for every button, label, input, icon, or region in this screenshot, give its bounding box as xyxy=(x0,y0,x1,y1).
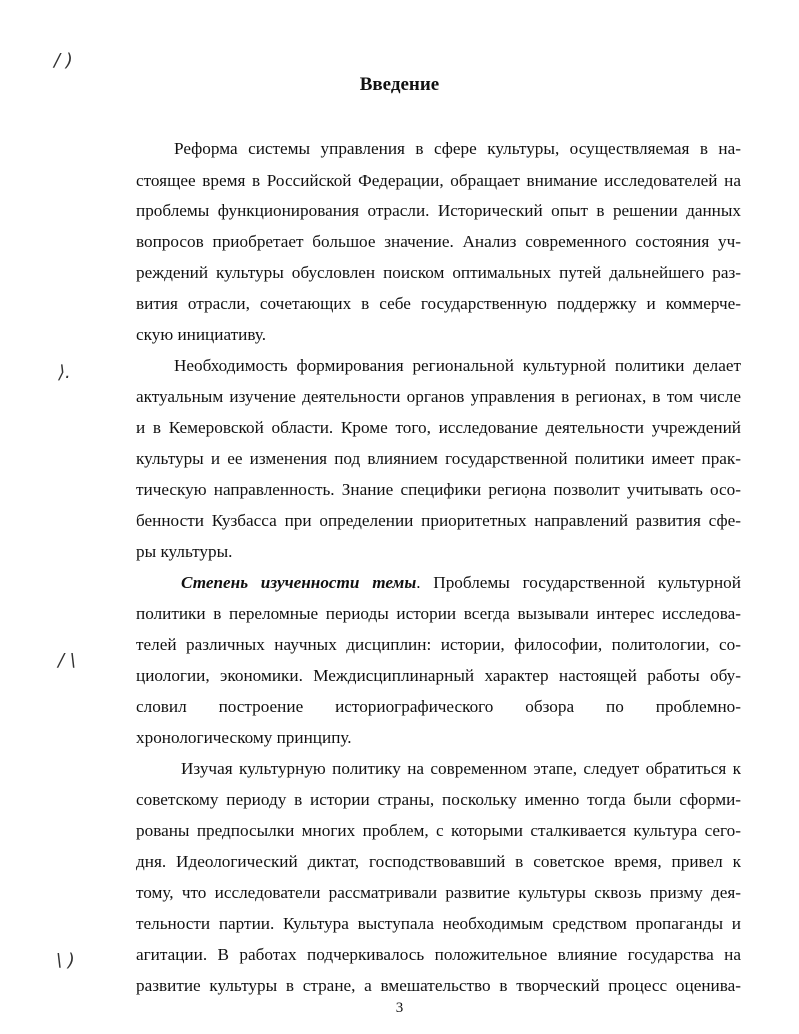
paragraph-1-line-5: реждений культуры обусловлен поиском оптимальных путей дальнейшего раз- xyxy=(136,263,741,282)
paragraph-1-line-2: стоящее время в Российской Федерации, обращает внимание исследователей на xyxy=(136,171,741,190)
paragraph-4-line-7: агитации. В работах подчеркивалось положительное влияние государства на xyxy=(136,945,741,964)
paragraph-4-line-6: тельности партии. Культура выступала необходимым средством пропаганды и xyxy=(136,914,741,933)
paragraph-3-line-5: словил построение историографического обзора по проблемно- xyxy=(136,697,741,716)
paragraph-4-line-8: развитие культуры в стране, а вмешательство в творческий процесс оценива- xyxy=(136,976,741,995)
paragraph-3-line-1-text: . Проблемы государственной культурной xyxy=(416,573,741,592)
paragraph-2-line-6: бенности Кузбасса при определении приоритетных направлений развития сфе- xyxy=(136,511,741,530)
margin-mark-4: \ ) xyxy=(56,950,75,971)
paragraph-2-line-4: культуры и ее изменения под влиянием государственной политики имеет прак- xyxy=(136,449,741,468)
paragraph-1-line-1: Реформа системы управления в сфере культуры, осуществляемая в на- xyxy=(174,139,741,158)
paragraph-3-line-6: хронологическому принципу. xyxy=(136,728,352,747)
paragraph-4-line-3: рованы предпосылки многих проблем, с которыми сталкивается культура сего- xyxy=(136,821,741,840)
section-emphasis: Степень изученности темы xyxy=(181,573,417,592)
paragraph-4-line-2: советскому периоду в истории страны, поскольку именно тогда были сформи- xyxy=(136,790,741,809)
paragraph-3-line-1 xyxy=(181,572,741,594)
paragraph-2-line-1: Необходимость формирования региональной культурной политики делает xyxy=(174,356,741,375)
paragraph-2-line-5: тическую направленность. Знание специфики региона позволит учитывать осо- xyxy=(136,480,741,499)
margin-mark-3: / \ xyxy=(58,650,76,671)
paragraph-3-line-4: циологии, экономики. Междисциплинарный характер настоящей работы обу- xyxy=(136,666,741,685)
paragraph-2-line-7: ры культуры. xyxy=(136,542,233,561)
paragraph-4-line-1: Изучая культурную политику на современном этапе, следует обратиться к xyxy=(181,759,741,778)
paragraph-4-line-5: тому, что исследователи рассматривали развитие культуры сквозь призму дея- xyxy=(136,883,741,902)
paragraph-2-line-3: и в Кемеровской области. Кроме того, исследование деятельности учреждений xyxy=(136,418,741,437)
paragraph-3-line-3: телей различных научных дисциплин: истории, философии, политологии, со- xyxy=(136,635,741,654)
paragraph-3-line-2: политики в переломные периоды истории всегда вызывали интерес исследова- xyxy=(136,604,741,623)
paragraph-4-line-4: дня. Идеологический диктат, господствовавший в советское время, привел к xyxy=(136,852,741,871)
paragraph-1-line-3: проблемы функционирования отрасли. Исторический опыт в решении данных xyxy=(136,201,741,220)
margin-mark-2: ⟩. xyxy=(58,362,71,383)
paragraph-1-line-7: скую инициативу. xyxy=(136,325,267,344)
paragraph-1-line-6: вития отрасли, сочетающих в себе государственную поддержку и коммерче- xyxy=(136,294,741,313)
page-title: Введение xyxy=(359,74,440,95)
page-number: 3 xyxy=(395,1000,404,1016)
paragraph-1-line-4: вопросов приобретает большое значение. Анализ современного состояния уч- xyxy=(136,232,741,251)
margin-mark-1: / ) xyxy=(54,50,73,71)
paragraph-2-line-2: актуальным изучение деятельности органов управления в регионах, в том числе xyxy=(136,387,741,406)
